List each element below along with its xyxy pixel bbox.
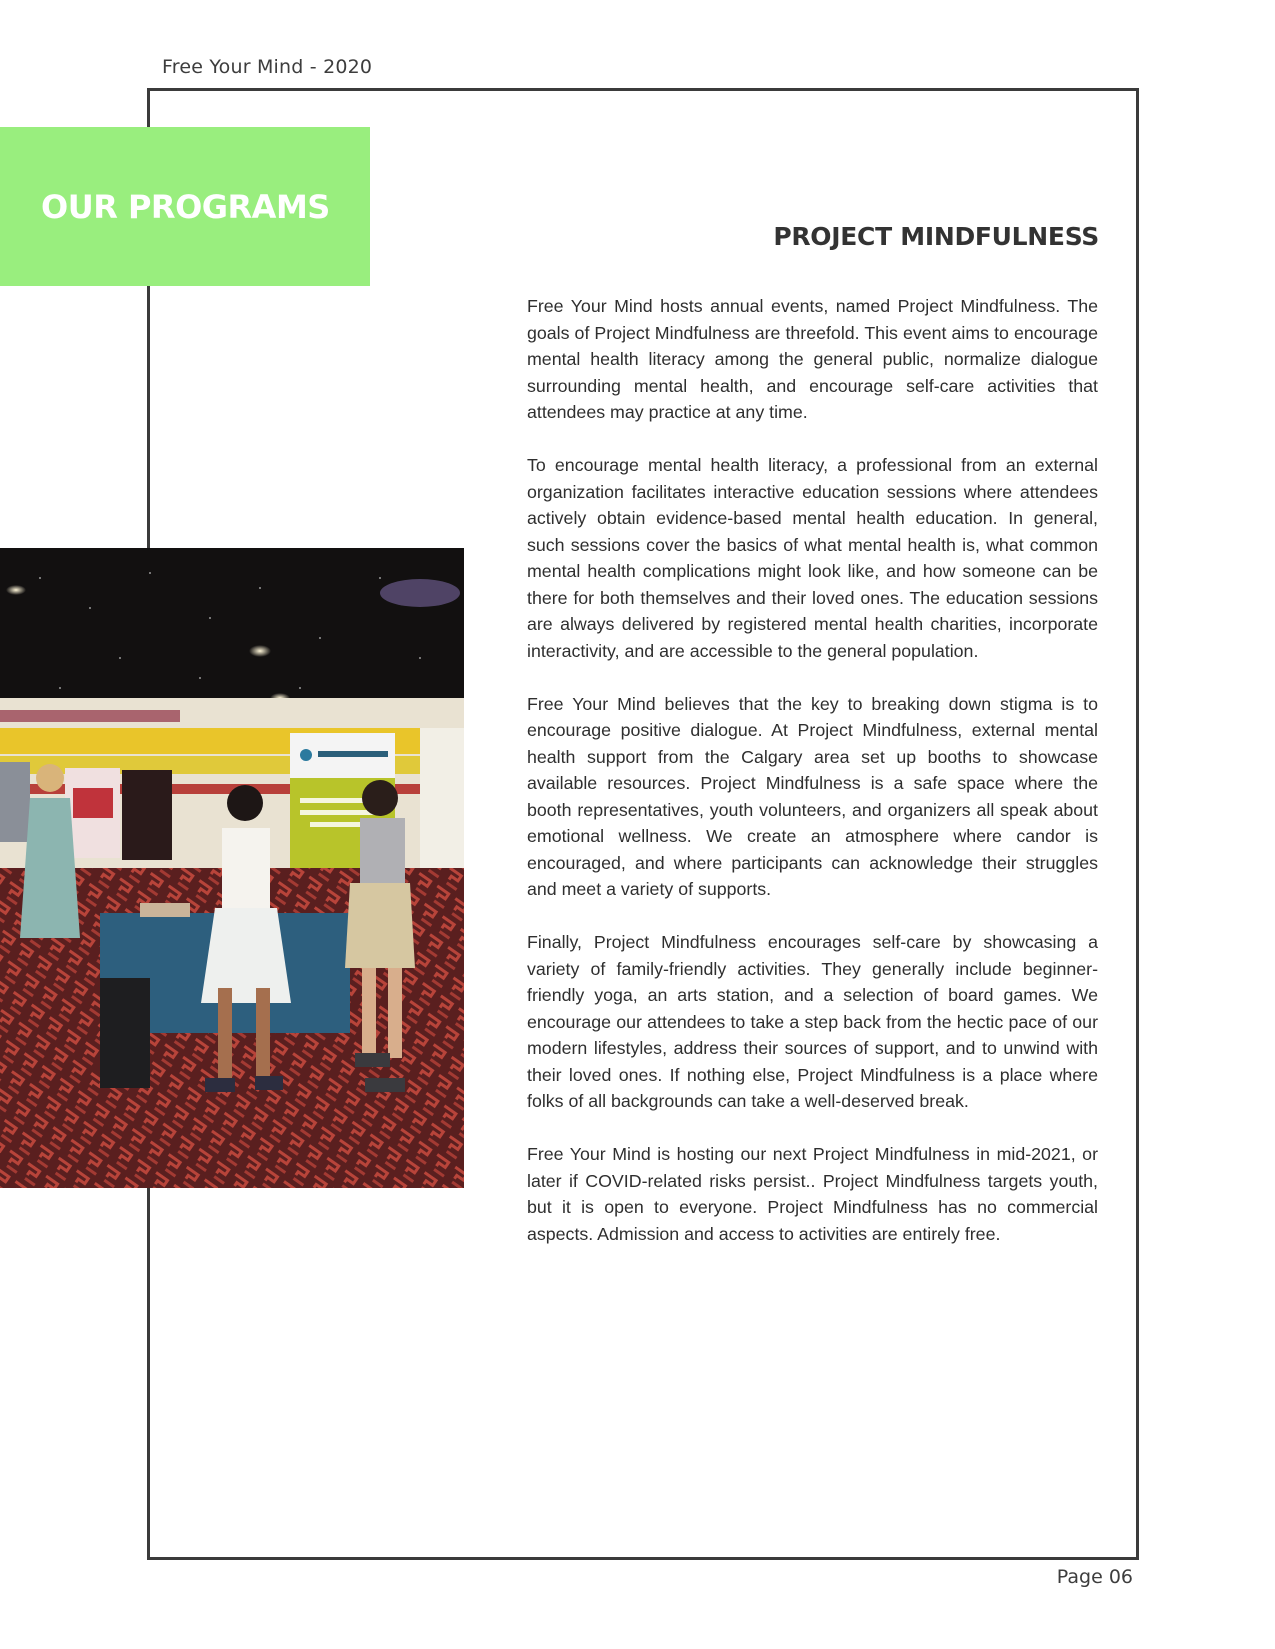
- paragraph: Finally, Project Mindfulness encourages self-care by showcasing a variety of family-friendly activities. They generally include beginner-friendly yoga, an arts station, and a selection of board games. We encourage our attendees to take a step back from the hectic pace of our modern lifestyles, address their sources of support, and to unwind with their loved ones. If nothing else, Project Mindfulness is a place where folks of all backgrounds can take a well-deserved break.: [527, 932, 1098, 1111]
- ceiling-saucer: [380, 579, 460, 607]
- body-text: [527, 293, 1098, 1274]
- section-banner: [0, 127, 370, 286]
- banner-title: OUR PROGRAMS: [41, 187, 330, 226]
- poster-pavarotti: [122, 770, 172, 860]
- paragraph: Free Your Mind hosts annual events, named Project Mindfulness. The goals of Project Mindfulness are threefold. This event aims to encourage mental health literacy among the general public, normalize dialogue surrounding mental health, and encourage self-care activities that attendees may practice at any time.: [527, 296, 1098, 422]
- rolling-suitcase: [100, 978, 150, 1088]
- poster: [0, 762, 30, 842]
- paragraph: To encourage mental health literacy, a professional from an external organization facilitates interactive education sessions where attendees actively obtain evidence-based mental health education. In general, such sessions cover the basics of what mental health is, what common mental health complications might look like, and how someone can be there for both themselves and their loved ones. The education sessions are always delivered by registered mental health charities, incorporate interactivity, and are accessible to the general population.: [527, 455, 1098, 661]
- event-photo: [0, 548, 464, 1188]
- ceiling-light: [249, 645, 271, 657]
- section-title: PROJECT MINDFULNESS: [773, 222, 1099, 251]
- paragraph: Free Your Mind believes that the key to breaking down stigma is to encourage positive dialogue. At Project Mindfulness, external mental health support from the Calgary area set up booths to showcase available resources. Project Mindfulness is a safe space where the booth representatives, youth volunteers, and organizers all speak about emotional wellness. We create an atmosphere where candor is encouraged, and where participants can acknowledge their struggles and meet a variety of supports.: [527, 693, 1098, 899]
- running-header: Free Your Mind - 2020: [162, 56, 373, 78]
- ceiling-light: [6, 585, 26, 595]
- photo-ceiling: [0, 548, 464, 723]
- page-number: Page 06: [1056, 1566, 1133, 1588]
- paragraph: Free Your Mind is hosting our next Project Mindfulness in mid-2021, or later if COVID-related risks persist.. Project Mindfulness targets youth, but it is open to everyone. Project Mindfulness has no commercial aspects. Admission and access to activities are entirely free.: [527, 1144, 1098, 1244]
